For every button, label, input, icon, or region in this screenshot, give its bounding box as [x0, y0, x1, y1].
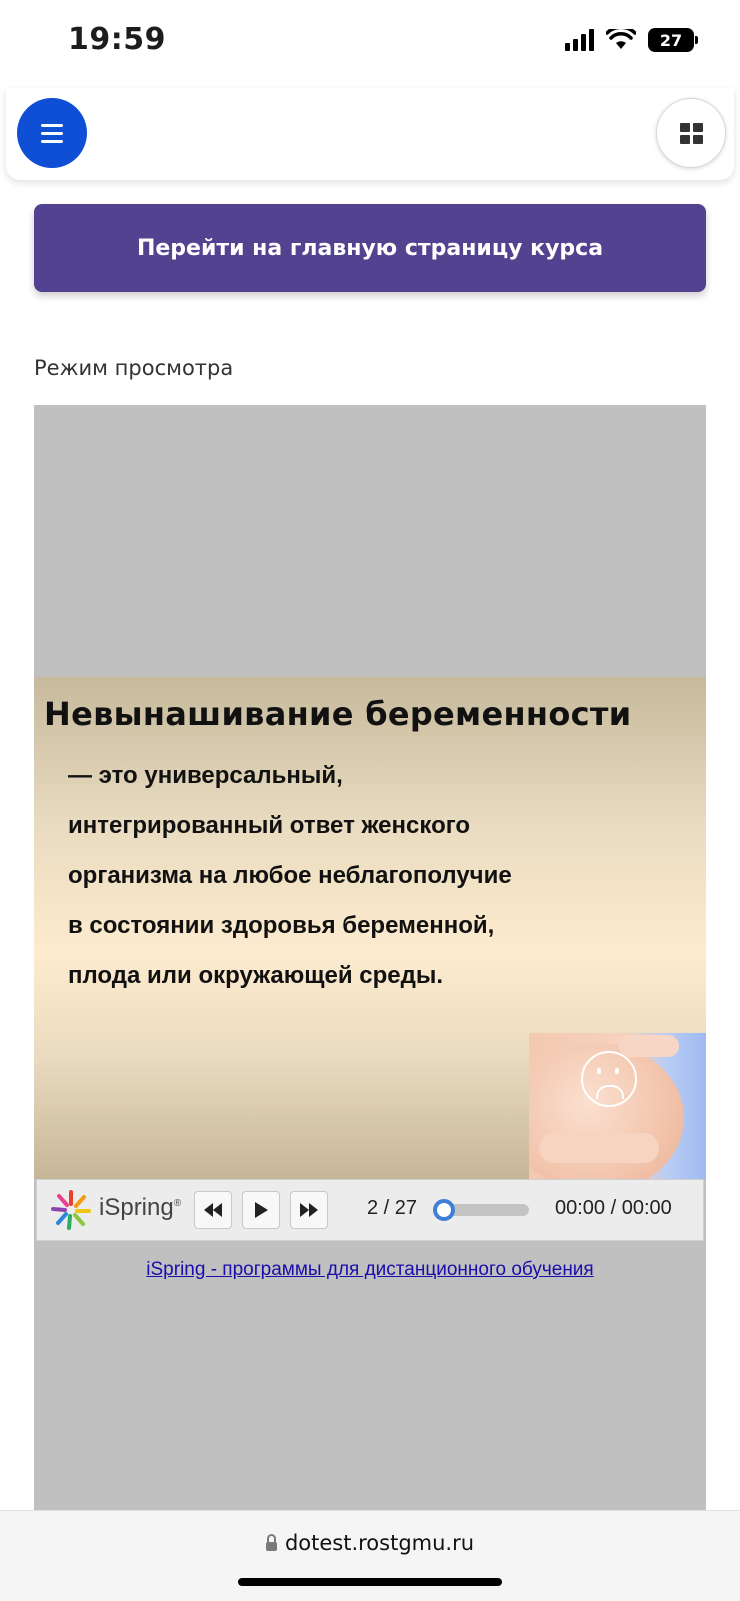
browser-address-bar[interactable] [0, 1510, 740, 1601]
slide-line: интегрированный ответ женского [68, 812, 471, 839]
ispring-promo-link[interactable]: iSpring - программы для дистанционного обучения [146, 1259, 594, 1280]
play-button[interactable] [242, 1191, 280, 1229]
presentation-player [34, 405, 706, 1510]
playback-progress-bar[interactable] [439, 1204, 529, 1216]
slide-title: Невынашивание беременности [44, 695, 632, 733]
home-indicator[interactable] [238, 1578, 502, 1586]
status-time: 19:59 [68, 22, 166, 57]
wifi-icon [606, 29, 636, 51]
status-icons [565, 28, 694, 52]
slide [34, 677, 706, 1179]
cellular-signal-icon [565, 29, 594, 51]
slide-line: плода или окружающей среды. [68, 962, 444, 989]
slide-text [68, 751, 628, 1001]
menu-button[interactable] [17, 98, 87, 168]
play-icon [253, 1201, 269, 1219]
ispring-brand: iSpring® [99, 1194, 182, 1221]
sad-face-drawing [581, 1051, 637, 1107]
progress-knob[interactable] [433, 1199, 455, 1221]
slide-line: в состоянии здоровья беременной, [68, 912, 495, 939]
top-navbar [6, 88, 734, 180]
rewind-icon [202, 1202, 224, 1218]
pregnant-belly-image [529, 1033, 706, 1179]
go-to-course-main-button[interactable]: Перейти на главную страницу курса [34, 204, 706, 292]
next-slide-button[interactable] [290, 1191, 328, 1229]
slide-line: — это универсальный, [68, 762, 343, 789]
playback-time: 00:00 / 00:00 [555, 1197, 672, 1219]
battery-icon: 27 [648, 28, 694, 52]
hamburger-icon [41, 124, 63, 127]
slide-counter: 2 / 27 [367, 1197, 418, 1219]
player-control-bar [36, 1179, 704, 1241]
fast-forward-icon [298, 1202, 320, 1218]
grid-icon[interactable] [656, 98, 726, 168]
previous-slide-button[interactable] [194, 1191, 232, 1229]
slide-line: организма на любое неблагополучие [68, 862, 512, 889]
view-mode-label: Режим просмотра [34, 356, 234, 380]
ispring-logo-icon [49, 1188, 93, 1232]
url-domain: dotest.rostgmu.ru [284, 1531, 475, 1555]
lock-icon [266, 1542, 277, 1551]
